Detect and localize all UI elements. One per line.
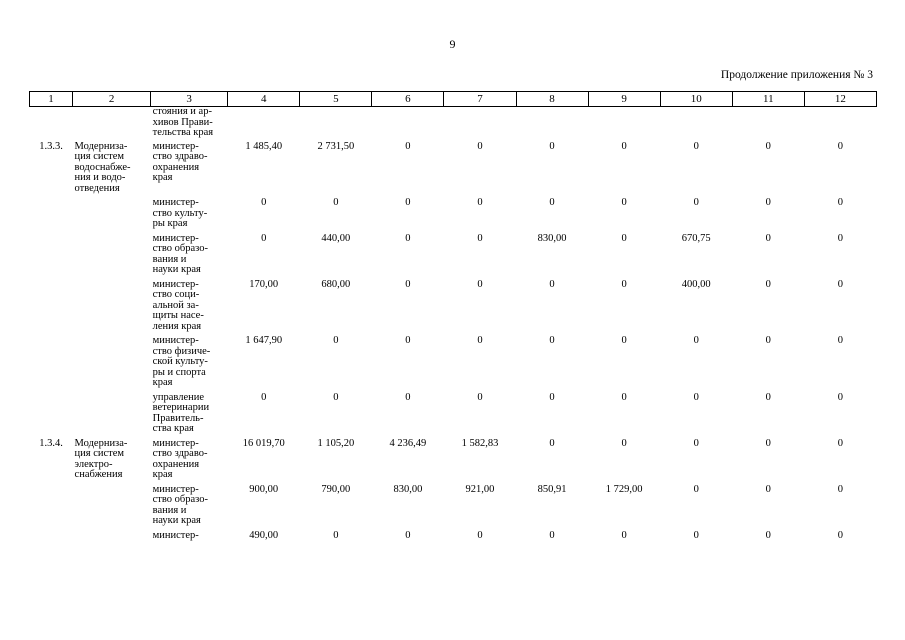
value-cell: 0 xyxy=(333,391,339,403)
value-cell: 440,00 xyxy=(321,232,351,244)
table-row xyxy=(30,234,877,280)
agency-name: министер- ство здраво- охранения края xyxy=(152,437,208,480)
value-cell: 0 xyxy=(693,197,699,208)
column-header: 5 xyxy=(300,92,372,107)
value-cell: 680,00 xyxy=(321,278,351,290)
value-cell: 0 xyxy=(549,529,555,541)
value-cell: 0 xyxy=(837,483,844,495)
value-cell: 490,00 xyxy=(249,529,279,541)
value-cell: 0 xyxy=(693,391,699,403)
value-cell: 16 019,70 xyxy=(242,437,285,449)
value-cell: 0 xyxy=(837,335,844,346)
value-cell: 0 xyxy=(621,278,627,290)
value-cell: 830,00 xyxy=(393,483,423,495)
table-row xyxy=(30,336,877,393)
value-cell: 0 xyxy=(765,197,771,208)
value-cell xyxy=(444,107,516,142)
value-cell: 0 xyxy=(333,197,339,208)
value-cell: 0 xyxy=(837,437,844,449)
column-header: 11 xyxy=(732,92,804,107)
value-cell: 0 xyxy=(549,437,555,449)
activity-name xyxy=(73,485,151,531)
agency-name: стояния и ар- хивов Прави- тельства края xyxy=(152,106,214,138)
value-cell: 0 xyxy=(549,197,555,208)
activity-name xyxy=(73,336,151,393)
value-cell: 0 xyxy=(765,335,771,346)
value-cell: 1 729,00 xyxy=(605,483,643,495)
row-code xyxy=(30,234,73,280)
value-cell xyxy=(588,107,660,142)
value-cell: 0 xyxy=(621,197,627,208)
value-cell xyxy=(660,107,732,142)
value-cell: 0 xyxy=(621,232,627,244)
value-cell: 0 xyxy=(405,335,411,346)
agency-name: министер- ство культу- ры края xyxy=(152,197,208,229)
value-cell: 0 xyxy=(837,140,844,152)
value-cell: 1 647,90 xyxy=(245,335,283,346)
row-code xyxy=(30,393,73,439)
column-header: 6 xyxy=(372,92,444,107)
activity-name xyxy=(73,393,151,439)
row-code xyxy=(30,485,73,531)
value-cell: 0 xyxy=(405,197,411,208)
value-cell: 900,00 xyxy=(249,483,279,495)
value-cell: 2 731,50 xyxy=(317,140,355,152)
value-cell: 0 xyxy=(693,529,699,541)
table-row xyxy=(30,107,877,142)
activity-name xyxy=(73,280,151,337)
value-cell: 0 xyxy=(837,529,844,541)
appendix-continuation-label: Продолжение приложения № 3 xyxy=(720,69,873,81)
row-code xyxy=(30,531,73,546)
value-cell: 0 xyxy=(549,391,555,403)
page-number: 9 xyxy=(449,37,456,51)
value-cell: 0 xyxy=(477,140,483,152)
agency-name: министер- xyxy=(152,529,199,541)
value-cell: 1 485,40 xyxy=(245,140,283,152)
activity-name xyxy=(73,198,151,234)
value-cell: 400,00 xyxy=(681,278,711,290)
agency-name: министер- ство соци- альной за- щиты насе- ления края xyxy=(152,278,204,332)
column-header: 8 xyxy=(516,92,588,107)
value-cell xyxy=(300,107,372,142)
value-cell: 790,00 xyxy=(321,483,351,495)
value-cell: 0 xyxy=(693,140,699,152)
value-cell: 0 xyxy=(261,391,267,403)
value-cell: 0 xyxy=(621,529,627,541)
column-header: 12 xyxy=(804,92,876,107)
activity-name xyxy=(73,531,151,546)
value-cell: 0 xyxy=(477,278,483,290)
row-code: 1.3.3. xyxy=(39,140,63,152)
value-cell: 0 xyxy=(621,391,627,403)
value-cell: 0 xyxy=(621,335,627,346)
value-cell: 0 xyxy=(549,140,555,152)
value-cell: 0 xyxy=(765,437,771,449)
value-cell: 0 xyxy=(837,391,844,403)
table-row xyxy=(30,531,877,546)
value-cell: 0 xyxy=(765,232,771,244)
budget-table xyxy=(29,91,877,545)
value-cell: 0 xyxy=(477,232,483,244)
table-row xyxy=(30,485,877,531)
value-cell: 0 xyxy=(549,335,555,346)
column-header: 3 xyxy=(151,92,228,107)
row-code xyxy=(30,107,73,142)
activity-name: Модерниза- ция систем водоснабже- ния и водо- отведения xyxy=(74,140,131,194)
value-cell: 0 xyxy=(405,140,411,152)
table-body xyxy=(30,107,877,546)
table-row xyxy=(30,198,877,234)
value-cell: 0 xyxy=(261,232,267,244)
value-cell: 0 xyxy=(477,197,483,208)
column-header: 2 xyxy=(73,92,151,107)
value-cell: 0 xyxy=(621,437,627,449)
value-cell: 4 236,49 xyxy=(389,437,427,449)
value-cell: 0 xyxy=(765,529,771,541)
value-cell: 0 xyxy=(405,232,411,244)
value-cell: 0 xyxy=(765,278,771,290)
value-cell: 921,00 xyxy=(465,483,495,495)
value-cell: 0 xyxy=(477,335,483,346)
value-cell: 0 xyxy=(477,529,483,541)
value-cell xyxy=(516,107,588,142)
value-cell: 0 xyxy=(549,278,555,290)
value-cell: 670,75 xyxy=(681,232,711,244)
activity-name xyxy=(73,234,151,280)
agency-name: министер- ство физиче- ской культу- ры и спорта края xyxy=(152,335,211,388)
value-cell: 1 105,20 xyxy=(317,437,355,449)
value-cell: 0 xyxy=(837,232,844,244)
value-cell: 0 xyxy=(837,197,844,208)
row-code xyxy=(30,336,73,393)
value-cell: 0 xyxy=(765,391,771,403)
value-cell: 850,91 xyxy=(537,483,567,495)
agency-name: министер- ство здраво- охранения края xyxy=(152,140,208,183)
table-row xyxy=(30,393,877,439)
value-cell: 0 xyxy=(405,391,411,403)
value-cell: 0 xyxy=(765,483,771,495)
table-row xyxy=(30,142,877,199)
activity-name xyxy=(73,107,151,142)
column-header: 1 xyxy=(30,92,73,107)
value-cell: 1 582,83 xyxy=(461,437,499,449)
value-cell: 0 xyxy=(261,197,267,208)
row-code xyxy=(30,198,73,234)
agency-name: министер- ство образо- вания и науки края xyxy=(152,483,208,526)
value-cell xyxy=(228,107,300,142)
value-cell: 0 xyxy=(333,335,339,346)
row-code: 1.3.4. xyxy=(39,437,63,449)
value-cell: 0 xyxy=(837,278,844,290)
column-header: 4 xyxy=(228,92,300,107)
table-row xyxy=(30,280,877,337)
column-number-row xyxy=(30,92,877,107)
value-cell: 830,00 xyxy=(537,232,567,244)
value-cell: 0 xyxy=(621,140,627,152)
value-cell: 0 xyxy=(405,529,411,541)
value-cell: 0 xyxy=(333,529,339,541)
value-cell xyxy=(804,107,876,142)
column-header: 9 xyxy=(588,92,660,107)
row-code xyxy=(30,280,73,337)
value-cell: 0 xyxy=(765,140,771,152)
value-cell xyxy=(732,107,804,142)
value-cell: 0 xyxy=(477,391,483,403)
value-cell: 0 xyxy=(693,483,699,495)
value-cell: 170,00 xyxy=(249,278,279,290)
value-cell: 0 xyxy=(693,335,699,346)
column-header: 10 xyxy=(660,92,732,107)
table-row xyxy=(30,439,877,485)
value-cell xyxy=(372,107,444,142)
column-header: 7 xyxy=(444,92,516,107)
value-cell: 0 xyxy=(693,437,699,449)
agency-name: министер- ство образо- вания и науки края xyxy=(152,232,208,275)
value-cell: 0 xyxy=(405,278,411,290)
agency-name: управление ветеринарии Правитель- ства края xyxy=(152,391,210,434)
activity-name: Модерниза- ция систем электро- снабжения xyxy=(74,437,128,480)
